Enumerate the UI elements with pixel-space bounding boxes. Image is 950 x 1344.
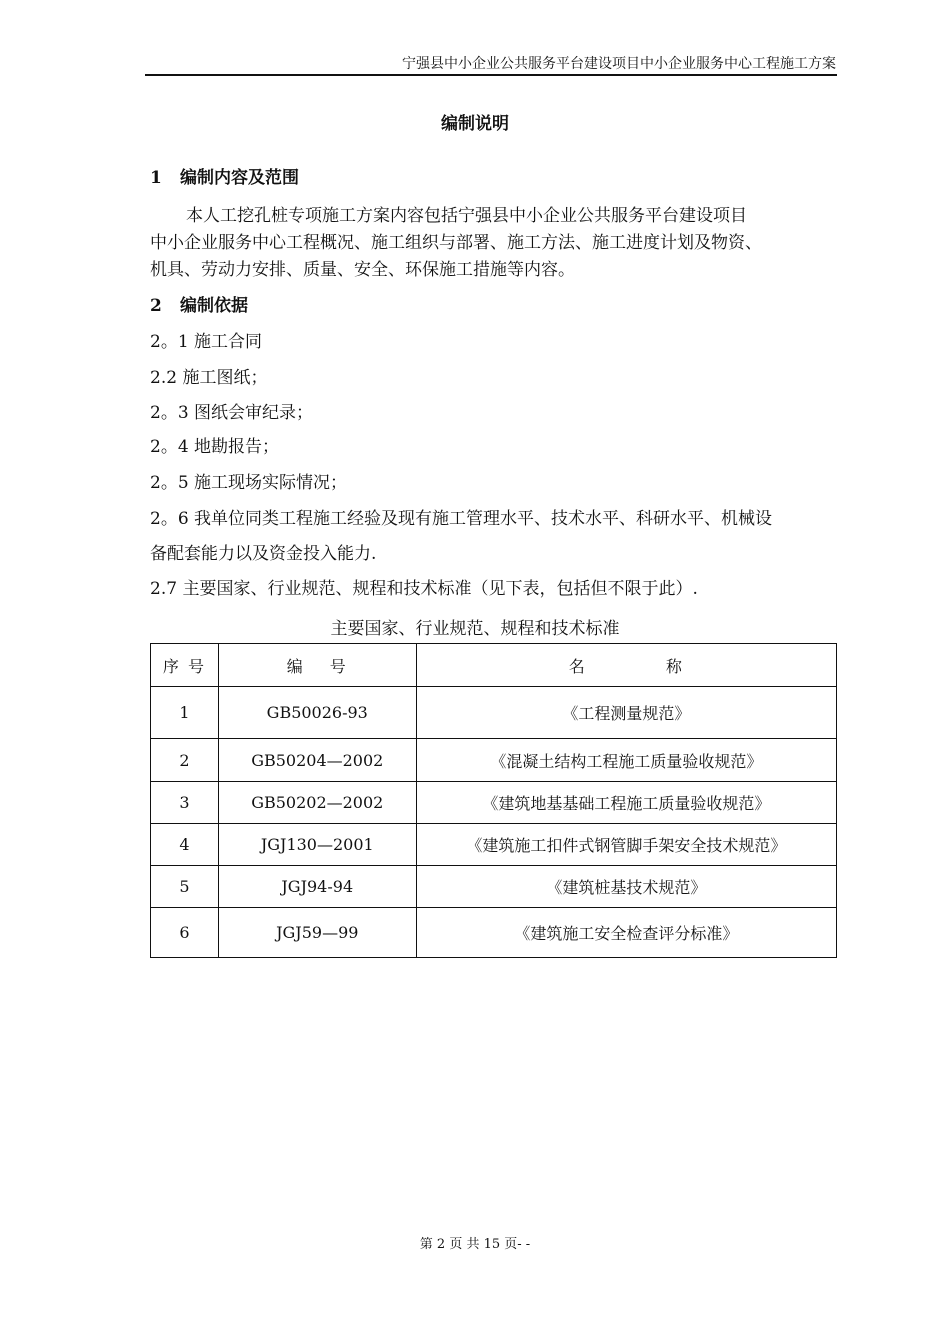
- table-row: [151, 824, 837, 866]
- header-cell-code: 编 号: [218, 644, 416, 687]
- basis-item: 备配套能力以及资金投入能力.: [150, 544, 377, 564]
- table-caption: 主要国家、行业规范、规程和技术标准: [330, 619, 620, 639]
- section-2-number: 2: [150, 296, 162, 316]
- table-row: [151, 908, 837, 958]
- basis-item: 2.2 施工图纸；: [150, 368, 268, 388]
- paragraph-line: 中小企业服务中心工程概况、施工组织与部署、施工方法、施工进度计划及物资、: [150, 233, 762, 253]
- section-1-title: 编制内容及范围: [180, 168, 299, 188]
- cell-code: JGJ130—2001: [218, 824, 416, 866]
- cell-index: 1: [151, 687, 219, 739]
- header-cell-name: 名 称: [416, 644, 836, 687]
- cell-index: 2: [151, 739, 219, 782]
- table-row: [151, 866, 837, 908]
- cell-name: 《工程测量规范》: [416, 687, 836, 739]
- basis-item: 2。6 我单位同类工程施工经验及现有施工管理水平、技术水平、科研水平、机械设: [150, 509, 773, 529]
- cell-code: GB50202—2002: [218, 782, 416, 824]
- cell-name: 《建筑桩基技术规范》: [416, 866, 836, 908]
- table-row: [151, 687, 837, 739]
- standards-table: [150, 643, 837, 958]
- document-title: 编制说明: [441, 114, 509, 134]
- table-row: [151, 782, 837, 824]
- table-header-row: [151, 644, 837, 687]
- basis-item: 2。5 施工现场实际情况；: [150, 473, 348, 493]
- running-header: 宁强县中小企业公共服务平台建设项目中小企业服务中心工程施工方案: [402, 56, 836, 72]
- cell-index: 6: [151, 908, 219, 958]
- section-1-heading: [150, 166, 299, 190]
- cell-code: JGJ59—99: [218, 908, 416, 958]
- basis-item: 2。1 施工合同: [150, 332, 263, 352]
- header-cell-index: 序 号: [151, 644, 219, 687]
- section-2-title: 编制依据: [180, 296, 248, 316]
- cell-index: 4: [151, 824, 219, 866]
- paragraph-line: 本人工挖孔桩专项施工方案内容包括宁强县中小企业公共服务平台建设项目: [186, 206, 747, 226]
- cell-index: 5: [151, 866, 219, 908]
- cell-code: JGJ94-94: [218, 866, 416, 908]
- cell-name: 《混凝土结构工程施工质量验收规范》: [416, 739, 836, 782]
- cell-index: 3: [151, 782, 219, 824]
- table-row: [151, 739, 837, 782]
- cell-name: 《建筑施工安全检查评分标准》: [416, 908, 836, 958]
- section-1-paragraph: [150, 203, 840, 284]
- page-footer: 第 2 页 共 15 页- -: [419, 1237, 531, 1252]
- section-1-number: 1: [150, 168, 162, 188]
- basis-item: 2。4 地勘报告；: [150, 437, 280, 457]
- cell-code: GB50204—2002: [218, 739, 416, 782]
- section-2-heading: [150, 294, 248, 318]
- basis-item: 2。3 图纸会审纪录；: [150, 403, 314, 423]
- header-rule: [145, 74, 837, 76]
- basis-item: 2.7 主要国家、行业规范、规程和技术标准（见下表，包括但不限于此）.: [150, 579, 698, 599]
- cell-code: GB50026-93: [218, 687, 416, 739]
- cell-name: 《建筑地基基础工程施工质量验收规范》: [416, 782, 836, 824]
- cell-name: 《建筑施工扣件式钢管脚手架安全技术规范》: [416, 824, 836, 866]
- paragraph-line: 机具、劳动力安排、质量、安全、环保施工措施等内容。: [150, 260, 575, 280]
